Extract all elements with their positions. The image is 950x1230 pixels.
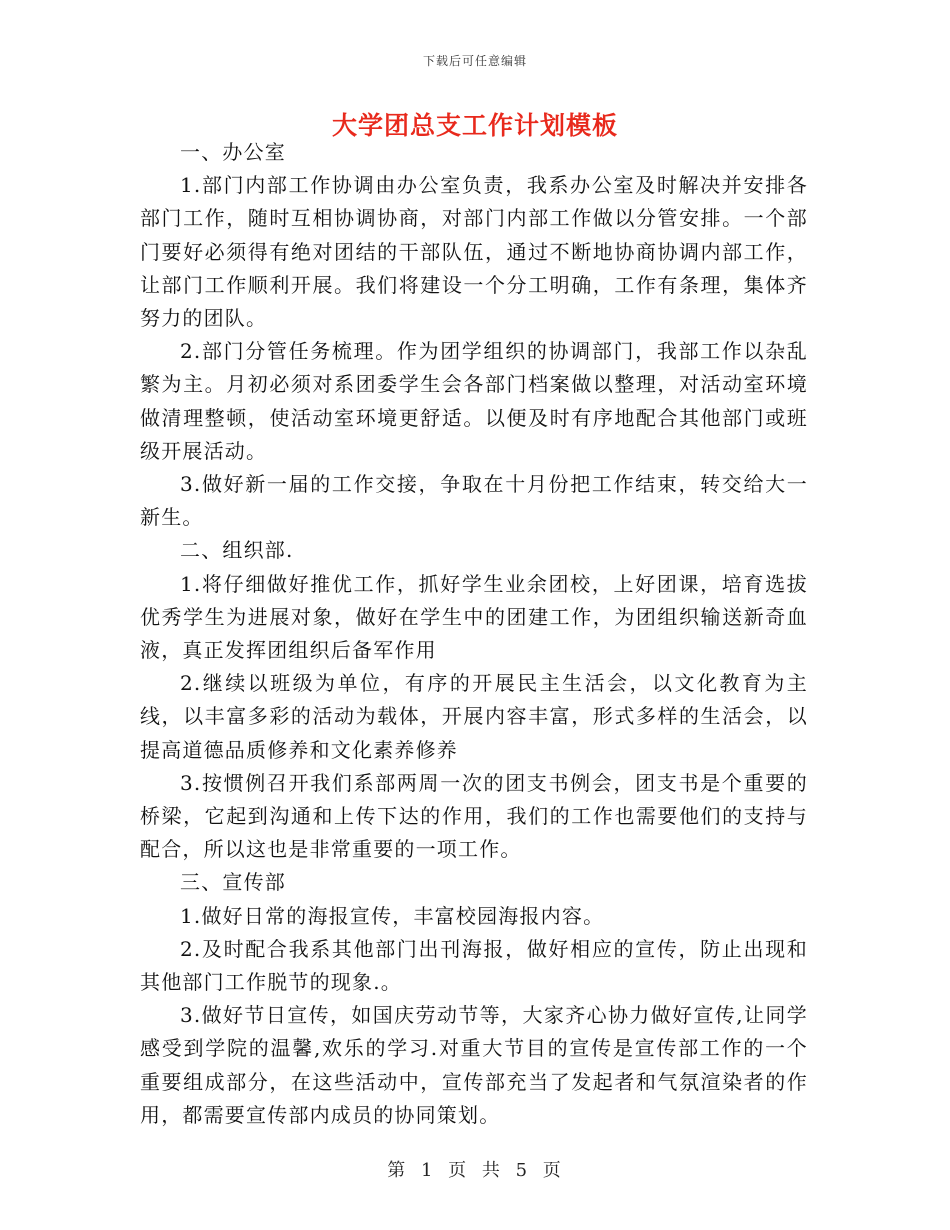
section-heading-organization: 二、组织部. xyxy=(180,538,294,563)
paragraph: 2.及时配合我系其他部门出刊海报，做好相应的宣传，防止出现和其他部门工作脱节的现象.。 xyxy=(140,936,808,995)
document-body xyxy=(140,136,808,1132)
paragraph: 2.部门分管任务梳理。作为团学组织的协调部门，我部工作以杂乱繁为主。月初必须对系团委学生会各部门档案做以整理，对活动室环境做清理整顿，使活动室环境更舒适。以便及时有序地配合其他部门或班级开展活动。 xyxy=(140,339,808,463)
paragraph: 3.按惯例召开我们系部两周一次的团支书例会，团支书是个重要的桥梁，它起到沟通和上传下达的作用，我们的工作也需要他们的支持与配合，所以这也是非常重要的一项工作。 xyxy=(140,770,808,862)
section-heading-publicity: 三、宣传部 xyxy=(180,870,286,895)
paragraph: 3.做好新一届的工作交接，争取在十月份把工作结束，转交给大一新生。 xyxy=(140,472,808,530)
document-title: 大学团总支工作计划模板 xyxy=(331,111,618,140)
paragraph: 3.做好节日宣传，如国庆劳动节等，大家齐心协力做好宣传,让同学感受到学院的温馨,欢乐的学习.对重大节目的宣传是宣传部工作的一个重要组成部分，在这些活动中，宣传部充当了发起者和气氛渲染者的作用，都需要宣传部内成员的协同策划。 xyxy=(140,1003,808,1127)
page-number-footer: 第 1 页 共 5 页 xyxy=(387,1160,563,1181)
paragraph: 1.做好日常的海报宣传，丰富校园海报内容。 xyxy=(180,903,605,928)
page-header-note: 下载后可任意编辑 xyxy=(422,54,527,68)
paragraph: 1.部门内部工作协调由办公室负责，我系办公室及时解决并安排各部门工作，随时互相协调协商，对部门内部工作做以分管安排。一个部门要好必须得有绝对团结的干部队伍，通过不断地协商协调内部工作，让部门工作顺利开展。我们将建设一个分工明确，工作有条理，集体齐努力的团队。 xyxy=(140,173,808,331)
paragraph: 1.将仔细做好推优工作，抓好学生业余团校，上好团课，培育选拔优秀学生为进展对象，做好在学生中的团建工作，为团组织输送新奇血液，真正发挥团组织后备军作用 xyxy=(140,571,808,663)
section-heading-office: 一、办公室 xyxy=(180,140,286,164)
paragraph: 2.继续以班级为单位，有序的开展民主生活会，以文化教育为主线，以丰富多彩的活动为载体，开展内容丰富，形式多样的生活会，以提高道德品质修养和文化素养修养 xyxy=(140,671,808,762)
